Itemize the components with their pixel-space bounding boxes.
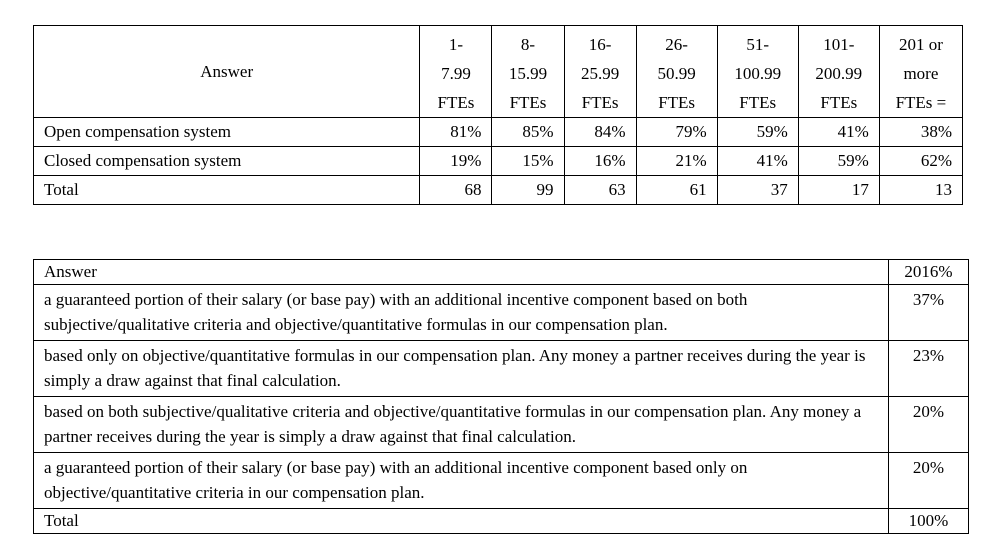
table-cell: 38% <box>879 118 962 147</box>
row-label: Total <box>34 176 420 205</box>
table-row <box>34 453 969 509</box>
table-cell: 99 <box>492 176 564 205</box>
header-line: 8- <box>520 35 536 54</box>
header-line: FTEs <box>509 93 547 112</box>
header-line: 101- <box>823 35 855 54</box>
column-header <box>879 26 962 118</box>
table-header-row <box>34 26 963 118</box>
table-cell: 85% <box>492 118 564 147</box>
table-cell: 59% <box>717 118 798 147</box>
table-cell: 23% <box>889 341 969 397</box>
table-cell: 19% <box>420 147 492 176</box>
column-header <box>636 26 717 118</box>
answer-text: based on both subjective/qualitative criteria and objective/quantitative formulas in our compensation plan. Any money a partner receives during the year is simply a draw against that final calculation. <box>34 397 889 453</box>
table-cell: 84% <box>564 118 636 147</box>
total-value: 100% <box>889 509 969 534</box>
header-line: 100.99 <box>734 64 782 83</box>
answer-header: Answer <box>34 260 889 285</box>
column-header <box>492 26 564 118</box>
table-row <box>34 285 969 341</box>
header-line: more <box>903 64 939 83</box>
column-header <box>564 26 636 118</box>
table-cell: 59% <box>798 147 879 176</box>
answer-text: a guaranteed portion of their salary (or base pay) with an additional incentive component based only on objective/quantitative criteria in our compensation plan. <box>34 453 889 509</box>
header-line: FTEs = <box>895 93 947 112</box>
header-line: 16- <box>588 35 612 54</box>
table-cell: 15% <box>492 147 564 176</box>
table-cell: 16% <box>564 147 636 176</box>
table-cell: 63 <box>564 176 636 205</box>
table-cell: 68 <box>420 176 492 205</box>
header-line: FTEs <box>581 93 619 112</box>
year-header: 2016% <box>889 260 969 285</box>
compensation-structure-table <box>33 259 969 534</box>
answer-text: based only on objective/quantitative formulas in our compensation plan. Any money a partner receives during the year is simply a draw against that final calculation. <box>34 341 889 397</box>
header-line: 50.99 <box>657 64 696 83</box>
table-row <box>34 147 963 176</box>
header-line: FTEs <box>658 93 696 112</box>
table-cell: 79% <box>636 118 717 147</box>
header-line: 7.99 <box>441 64 471 83</box>
table-row <box>34 397 969 453</box>
table-cell: 20% <box>889 397 969 453</box>
table-row <box>34 341 969 397</box>
table-cell: 21% <box>636 147 717 176</box>
answer-text: a guaranteed portion of their salary (or base pay) with an additional incentive component based on both subjective/qualitative criteria and objective/quantitative formulas in our compensation plan. <box>34 285 889 341</box>
fte-compensation-table <box>33 25 963 205</box>
table-header-row <box>34 260 969 285</box>
table-cell: 62% <box>879 147 962 176</box>
table-cell: 37% <box>889 285 969 341</box>
table-cell: 37 <box>717 176 798 205</box>
column-header <box>420 26 492 118</box>
row-label: Open compensation system <box>34 118 420 147</box>
header-line: 201 or <box>898 35 943 54</box>
table-total-row <box>34 509 969 534</box>
table-cell: 41% <box>717 147 798 176</box>
table-cell: 20% <box>889 453 969 509</box>
header-line: FTEs <box>739 93 777 112</box>
column-header <box>798 26 879 118</box>
header-line: 1- <box>448 35 464 54</box>
header-line: 25.99 <box>580 64 620 83</box>
table-cell: 13 <box>879 176 962 205</box>
header-line: 51- <box>746 35 770 54</box>
table-row <box>34 118 963 147</box>
table-cell: 41% <box>798 118 879 147</box>
table-cell: 81% <box>420 118 492 147</box>
header-line: 200.99 <box>815 64 863 83</box>
column-header <box>717 26 798 118</box>
header-line: 26- <box>665 35 688 54</box>
table-cell: 61 <box>636 176 717 205</box>
table-cell: 17 <box>798 176 879 205</box>
total-label: Total <box>34 509 889 534</box>
header-line: FTEs <box>437 93 475 112</box>
header-line: 15.99 <box>508 64 548 83</box>
row-label: Closed compensation system <box>34 147 420 176</box>
table-row <box>34 176 963 205</box>
answer-header: Answer <box>34 26 420 118</box>
header-line: FTEs <box>820 93 858 112</box>
